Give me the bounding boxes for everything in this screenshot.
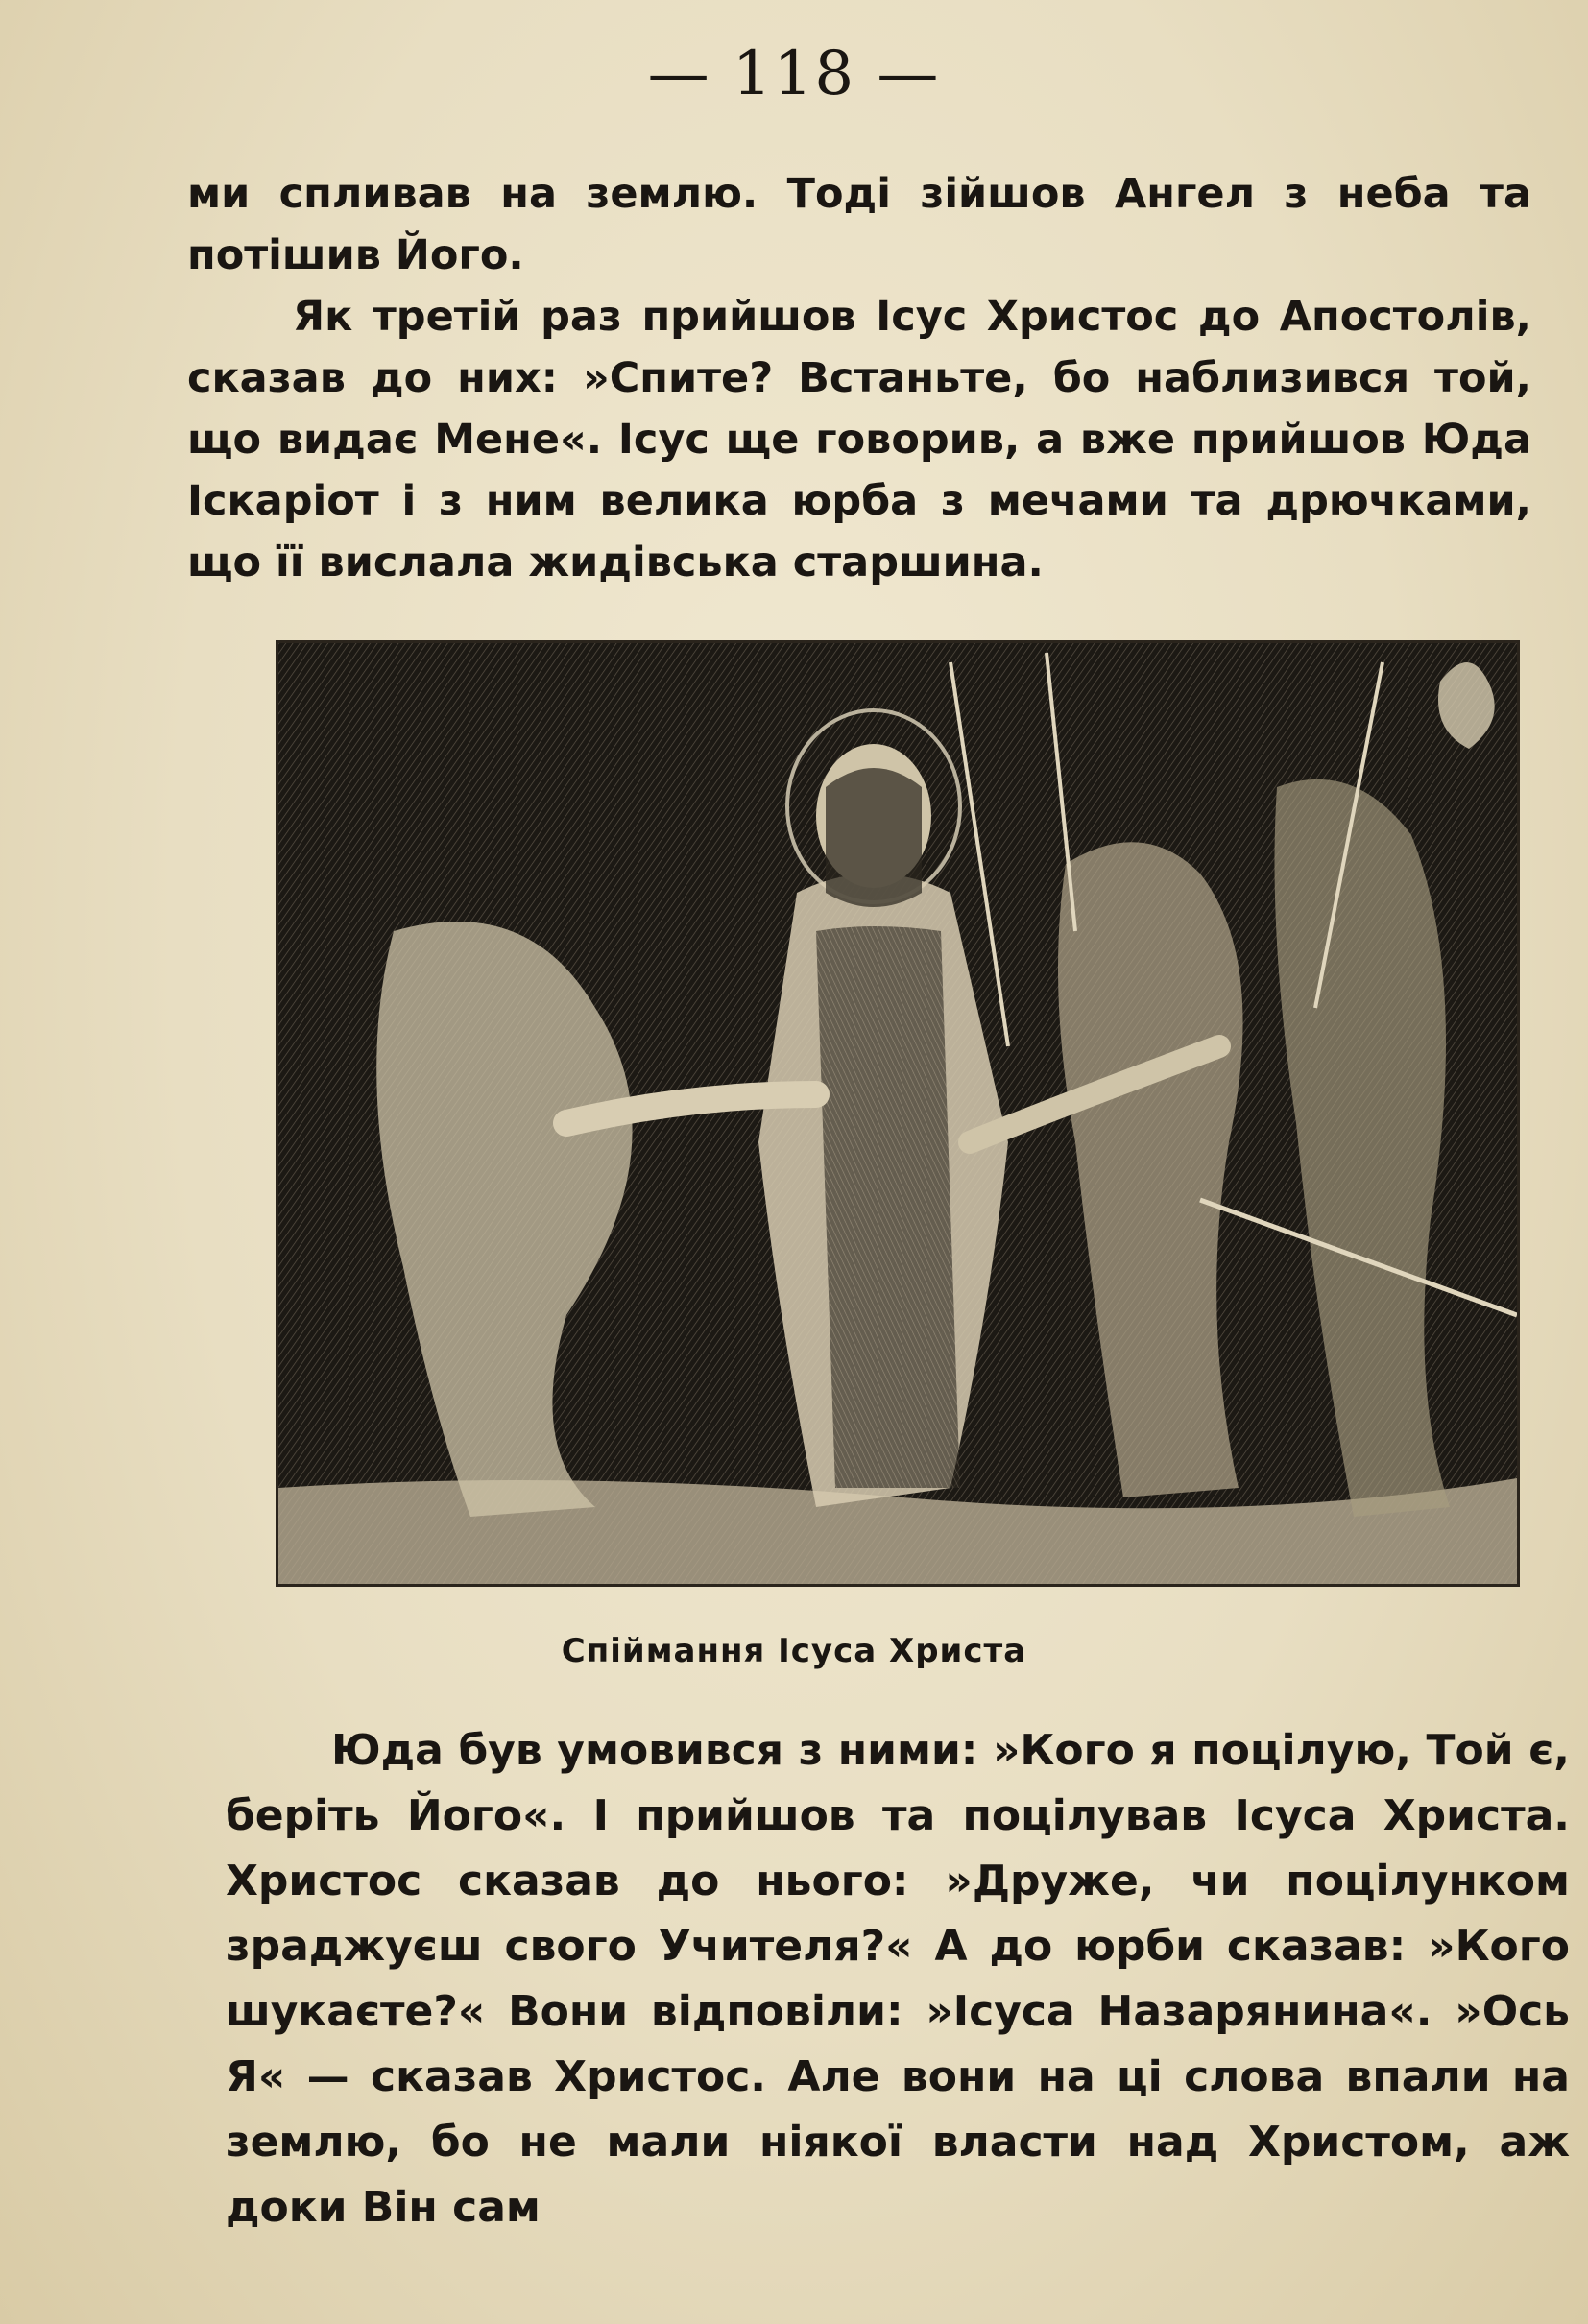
engraving-illustration	[278, 643, 1517, 1584]
paragraph-kiss: Юда був умовився з ними: »Кого я поцілую, Той є, беріть Його«. І прийшов та поцілував Ісуса Христа. Христос сказав до нього: »Друже, чи поцілунком зраджуєш свого Учителя?« А до юрби сказав: »Кого шукаєте?« Вони відповіли: »Ісуса Назарянина«. »Ось Я« — сказав Христос. Але вони на ці слова впали на землю, бо не мали ніякої власти над Христом, аж доки Він сам	[226, 1726, 1570, 2232]
engraving-image	[278, 643, 1517, 1584]
bottom-text-block	[226, 1718, 1570, 2240]
top-text-block	[187, 163, 1531, 593]
paragraph-continuation: ми спливав на землю. Тоді зійшов Ангел з неба та потішив Його.	[187, 170, 1531, 279]
paragraph-arrival: Як третій раз прийшов Ісус Христос до Апостолів, сказав до них: »Спите? Встаньте, бо наблизився той, що видає Мене«. Ісус ще говорив, а вже прийшов Юда Іскаріот і з ним велика юрба з мечами та дрючками, що її вислала жидівська старшина.	[187, 293, 1531, 587]
page-number: — 118 —	[647, 38, 941, 109]
figure-caption: Спіймання Ісуса Христа	[561, 1632, 1027, 1670]
